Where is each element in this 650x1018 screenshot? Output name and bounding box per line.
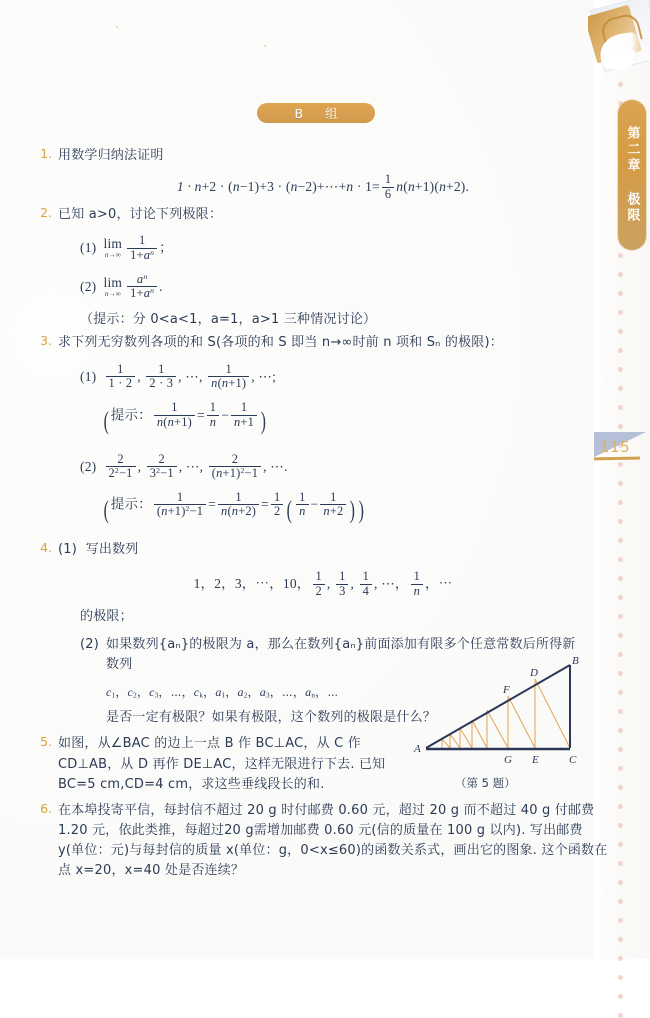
problem-list [36,146,608,884]
triangle-diagram-icon [404,655,594,770]
group-heading: B 组 [257,103,375,123]
problem-4-item-2-stem: 如果数列{aₙ}的极限为 a，那么在数列{aₙ}前面添加有限多个任意常数后所得新数列 [106,637,576,673]
problem-2-item-1: (1) lim n→∞ $\frac{1}{1+a^n}$ ； [80,233,173,262]
problem-1 [36,146,588,201]
figure-label-D: D [530,667,538,679]
problem-4-item-1-label: (1) [58,542,78,558]
problem-4-item-2-display: $c_1$，$c_2$，$c_3$，⋯，$c_k$，$a_1$，$a_2$，$a_3$，⋯，$a_n$，⋯ [106,684,339,700]
figure-label-C: C [569,754,577,766]
problem-number: 2. [40,204,52,220]
problem-4-item-1-stem: 写出数列 [85,542,139,558]
problem-number: 5. [40,734,52,750]
problem-2-stem: 已知 a>0，讨论下列极限： [58,206,223,222]
problem-2 [36,205,588,330]
problem-1-stem: 用数学归纳法证明 [58,148,164,163]
problem-2-item-2: (2) lim n→∞ $\frac{a^n}{1+a^n}$ . [80,271,163,301]
problem-2-hint: （提示：分 0<a<1，a=1，a>1 三种情况讨论） [80,311,377,327]
problem-6 [36,800,608,882]
problem-3-stem: 求下列无穷数列各项的和 S(各项的和 S 即当 n→∞时前 n 项和 Sₙ 的极限)： [58,334,503,350]
problem-3-item-1: (1) $\frac{1}{1 \cdot 2}$ , $\frac{1}{2 \cdot 3}$ , ⋯, $\frac{1}{n(n+1)}$ , ⋯; [80,362,277,391]
problem-number: 4. [40,540,52,556]
figure-label-E: E [532,754,539,766]
problem-4-item-2-label: (2) [80,637,100,653]
figure-label-B: B [572,655,579,667]
problem-number: 1. [40,146,52,161]
page-number: 115 [600,438,631,456]
figure-label-A: A [414,743,421,755]
chapter-tab [618,100,646,250]
problem-3-item-2: (2) $\frac{2}{2^2-1}$ , $\frac{2}{3^2-1}$ , ⋯, $\frac{2}{(n+1)^2-1}$ , ⋯. [80,451,288,480]
problem-4-item-1-tail: 的极限； [80,609,133,625]
problem-number: 3. [40,332,52,348]
problem-4-item-2-tail: 是否一定有极限？如果有极限，这个数列的极限是什么？ [106,710,437,726]
problem-1-display: 1 · n+2 · (n−1)+3 · (n−2)+⋯+n · 1= $\frac{1}{6}$ n(n+1)(n+2). [176,172,470,201]
problem-number: 6. [40,800,52,816]
problem-6-stem: 在本埠投寄平信，每封信不超过 20 g 时付邮费 0.60 元，超过 20 g 而不超过 40 g 付邮费 1.20 元，依此类推，每超过20 g需增加邮费 0.60 元(信的质量在 100 g 以内). 写出邮费 y(单位：元)与每封信的质量 x(单位：g，0<x≤60)的函数关系式，画出它的图象. 这个函数在点 x=20，x=40 处是否连续？ [58,802,608,879]
problem-3-hint-2: ( 提示： $\frac{1}{(n+1)^2-1}$ = $\frac{1}{n(n+2)}$ = $\frac{1}{2}$ ( $\frac{1}{n}$ − $\frac{1}{n+2}$ ) ) [103,489,365,525]
chapter-tab-label: 第二章 极限 [624,126,640,224]
page-number-marker [594,424,650,474]
problem-3 [36,333,588,530]
problem-5-stem: 如图，从∠BAC 的边上一点 B 作 BC⊥AC，从 C 作 CD⊥AB，从 D 再作 DE⊥AC，这样无限进行下去. 已知 BC=5 cm,CD=4 cm，求这些垂线段长的和. [58,736,386,792]
figure-caption: （第 5 题） [455,776,516,790]
figure-label-G: G [504,754,512,766]
problem-3-hint-1: ( 提示： $\frac{1}{n(n+1)}$ = $\frac{1}{n}$ − $\frac{1}{n+1}$ ) [103,400,267,435]
problem-4-item-1-display: 1，2，3，⋯，10， $\frac{1}{2}$ , $\frac{1}{3}$ , $\frac{1}{4}$ , ⋯， $\frac{1}{n}$ ，⋯ [193,569,453,598]
figure-label-F: F [503,684,510,696]
problem-5-figure [404,655,594,770]
